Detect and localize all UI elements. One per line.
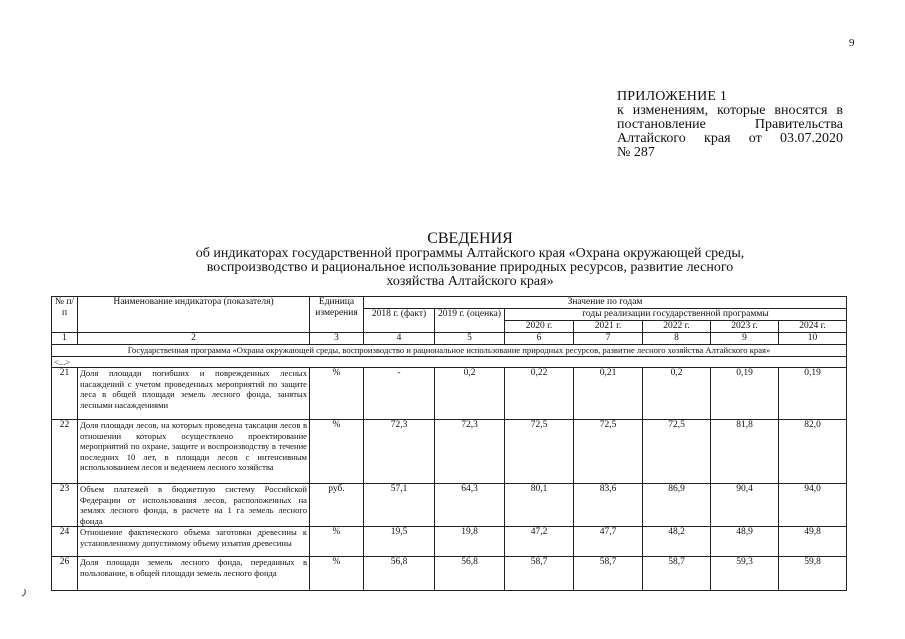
- header-num: № п/п: [52, 297, 78, 333]
- header-unit: Единица измерения: [310, 297, 364, 333]
- col-number: 8: [643, 333, 711, 345]
- value-cell: 0,22: [505, 368, 574, 420]
- unit: руб.: [310, 484, 364, 527]
- value-cell: 56,8: [435, 557, 505, 591]
- appendix-line: постановление Правительства: [617, 117, 843, 132]
- header-values-group: Значение по годам: [364, 297, 847, 309]
- value-cell: 0,19: [711, 368, 779, 420]
- value-cell: 19,8: [435, 527, 505, 557]
- value-cell: 59,3: [711, 557, 779, 591]
- table-row: [52, 484, 847, 527]
- value-cell: 86,9: [643, 484, 711, 527]
- heading-title: СВЕДЕНИЯ: [427, 230, 513, 247]
- table-row: [52, 368, 847, 420]
- value-cell: 0,2: [643, 368, 711, 420]
- value-cell: 83,6: [574, 484, 643, 527]
- value-cell: 81,8: [711, 420, 779, 484]
- row-number: 24: [52, 527, 78, 557]
- unit: %: [310, 557, 364, 591]
- appendix-line: Алтайского края от 03.07.2020: [617, 131, 843, 146]
- value-cell: 58,7: [643, 557, 711, 591]
- value-cell: 64,3: [435, 484, 505, 527]
- value-cell: 72,5: [505, 420, 574, 484]
- value-cell: 49,8: [779, 527, 847, 557]
- col-number: 2: [78, 333, 310, 345]
- table-row: [52, 420, 847, 484]
- appendix-title: ПРИЛОЖЕНИЕ 1: [617, 89, 728, 104]
- value-cell: 72,3: [364, 420, 435, 484]
- col-number: 6: [505, 333, 574, 345]
- col-number: 9: [711, 333, 779, 345]
- indicator-name: Доля площади погибших и поврежденных лесных насаждений с учетом проведенных мероприятий по защите леса в общей площади земель лесного фонда, занятых лесными насаждениями: [78, 368, 310, 420]
- header-year: 2024 г.: [779, 321, 847, 333]
- col-number: 5: [435, 333, 505, 345]
- indicators-table: [51, 296, 847, 591]
- header-2018: 2018 г. (факт): [364, 309, 435, 333]
- value-cell: 72,5: [574, 420, 643, 484]
- unit: %: [310, 368, 364, 420]
- value-cell: 82,0: [779, 420, 847, 484]
- header-year: 2020 г.: [505, 321, 574, 333]
- value-cell: 48,9: [711, 527, 779, 557]
- value-cell: 72,5: [643, 420, 711, 484]
- value-cell: 57,1: [364, 484, 435, 527]
- col-number: 7: [574, 333, 643, 345]
- header-2019: 2019 г. (оценка): [435, 309, 505, 333]
- header-program-years: годы реализации государственной программы: [505, 309, 847, 321]
- value-cell: 59,8: [779, 557, 847, 591]
- value-cell: 80,1: [505, 484, 574, 527]
- value-cell: 0,19: [779, 368, 847, 420]
- value-cell: 90,4: [711, 484, 779, 527]
- row-number: 22: [52, 420, 78, 484]
- table-row: [52, 527, 847, 557]
- indicator-name: Доля площади лесов, на которых проведена таксация лесов в отношении которых осуществлено проектирование мероприятий по охране, защите и воспроизводству в течение последних 10 лет, в площади лесов с интенсивным использованием лесов и ведением лесного хозяйства: [78, 420, 310, 484]
- value-cell: 47,7: [574, 527, 643, 557]
- value-cell: 47,2: [505, 527, 574, 557]
- column-numbers-row: [52, 333, 847, 345]
- header-year: 2021 г.: [574, 321, 643, 333]
- value-cell: 72,3: [435, 420, 505, 484]
- col-number: 4: [364, 333, 435, 345]
- value-cell: 19,5: [364, 527, 435, 557]
- appendix-block: [617, 90, 843, 160]
- value-cell: 58,7: [574, 557, 643, 591]
- col-number: 10: [779, 333, 847, 345]
- indicator-name: Объем платежей в бюджетную систему Российской Федерации от использования лесов, расположенных на землях лесного фонда, в расчете на 1 га земель лесного фонда: [78, 484, 310, 527]
- col-number: 1: [52, 333, 78, 345]
- row-number: 21: [52, 368, 78, 420]
- value-cell: 0,21: [574, 368, 643, 420]
- unit: %: [310, 527, 364, 557]
- table-row: [52, 557, 847, 591]
- margin-mark: ر: [17, 581, 28, 597]
- heading-subtitle-line: воспроизводство и рациональное использование природных ресурсов, развитие лесного: [206, 260, 734, 275]
- heading-subtitle-line: об индикаторах государственной программы Алтайского края «Охрана окружающей среды,: [195, 246, 745, 261]
- row-number: 26: [52, 557, 78, 591]
- page-number: 9: [849, 37, 855, 49]
- document-heading: [150, 231, 790, 289]
- value-cell: 56,8: [364, 557, 435, 591]
- value-cell: 94,0: [779, 484, 847, 527]
- ellipsis-row: <...>: [52, 356, 847, 368]
- indicator-name: Доля площади земель лесного фонда, переданных в пользование, в общей площади земель лесного фонда: [78, 557, 310, 591]
- value-cell: -: [364, 368, 435, 420]
- col-number: 3: [310, 333, 364, 345]
- value-cell: 58,7: [505, 557, 574, 591]
- indicator-name: Отношение фактического объема заготовки древесины к установленному допустимому объему изъятия древесины: [78, 527, 310, 557]
- appendix-number: № 287: [617, 145, 655, 160]
- value-cell: 48,2: [643, 527, 711, 557]
- header-year: 2023 г.: [711, 321, 779, 333]
- header-year: 2022 г.: [643, 321, 711, 333]
- header-name: Наименование индикатора (показателя): [78, 297, 310, 333]
- unit: %: [310, 420, 364, 484]
- row-number: 23: [52, 484, 78, 527]
- heading-subtitle-line: хозяйства Алтайского края»: [386, 274, 554, 289]
- value-cell: 0,2: [435, 368, 505, 420]
- program-row: Государственная программа «Охрана окружающей среды, воспроизводство и рациональное использование природных ресурсов, развитие лесного хозяйства Алтайского края»: [52, 344, 847, 356]
- appendix-line: к изменениям, которые вносятся в: [617, 103, 843, 118]
